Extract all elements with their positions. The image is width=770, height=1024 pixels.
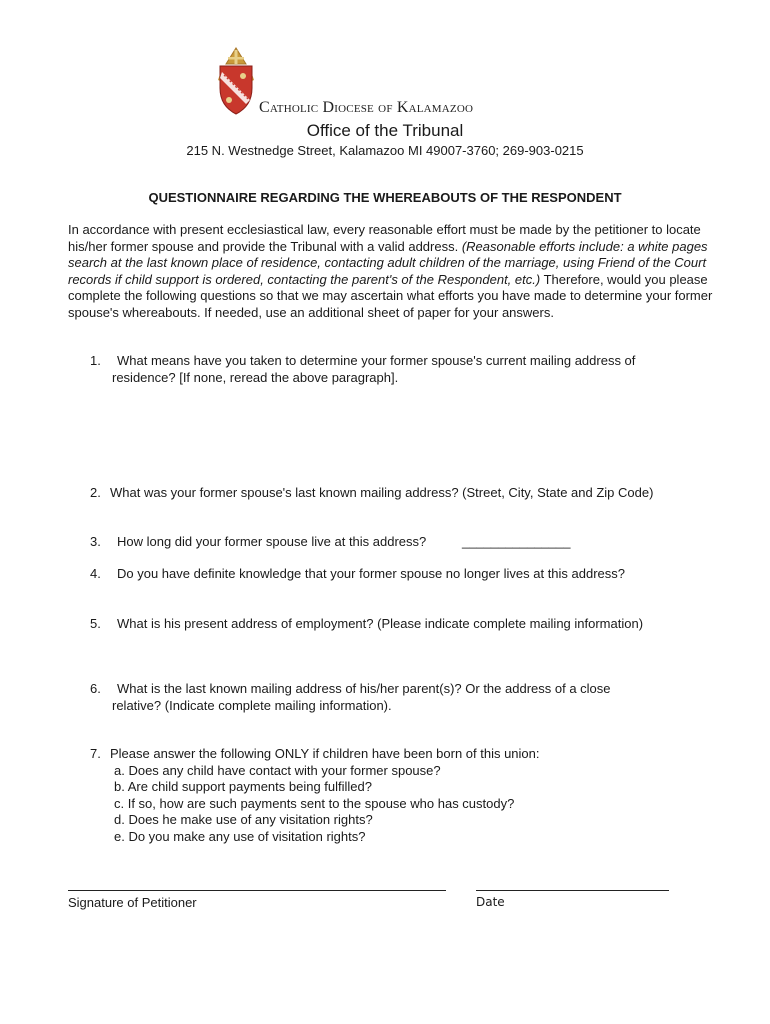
question-4-number: 4.: [90, 566, 101, 581]
question-1-text-cont: residence? [If none, reread the above paragraph].: [112, 370, 399, 385]
diocese-name: Catholic Diocese of Kalamazoo: [259, 99, 474, 116]
petitioner-signature-label: Signature of Petitioner: [68, 895, 197, 910]
question-5-number: 5.: [90, 616, 101, 631]
petitioner-signature-line[interactable]: [68, 890, 446, 891]
date-label: Date: [476, 895, 505, 909]
question-2-text: What was your former spouse's last known mailing address? (Street, City, State and Zip Code): [110, 485, 654, 500]
question-4-text: Do you have definite knowledge that your former spouse no longer lives at this address?: [117, 566, 626, 581]
subquestion-c: c. If so, how are such payments sent to the spouse who has custody?: [114, 796, 515, 811]
question-5-text: What is his present address of employment? (Please indicate complete mailing information): [117, 616, 644, 631]
intro-text-part2: Therefore, would you please complete the following questions so that we may ascertain what efforts you have made to determine your former spouse's whereabouts. If needed, use an additional sheet of paper for your answers.: [68, 271, 713, 320]
date-signature-line[interactable]: [476, 890, 669, 891]
intro-text-part1: In accordance with present ecclesiastical law, every reasonable effort must be made by the petitioner to locate his/her former spouse and provide the Tribunal with a valid address.: [68, 222, 701, 254]
diocese-crest-logo: [212, 44, 260, 116]
subquestion-e: e. Do you make any use of visitation rights?: [114, 829, 366, 844]
question-1-number: 1.: [90, 353, 101, 368]
subquestion-d: d. Does he make use of any visitation rights?: [114, 812, 373, 827]
subquestion-b: b. Are child support payments being fulfilled?: [114, 779, 372, 794]
question-1-text: What means have you taken to determine your former spouse's current mailing address of: [117, 353, 636, 368]
question-6-text: What is the last known mailing address of his/her parent(s)? Or the address of a close: [117, 681, 611, 696]
intro-paragraph: [68, 222, 718, 322]
question-3-answer-blank[interactable]: _______________: [462, 534, 571, 549]
question-2-number: 2.: [90, 485, 101, 500]
question-3-text: How long did your former spouse live at this address?: [117, 534, 427, 549]
question-7-text: Please answer the following ONLY if children have been born of this union:: [110, 746, 540, 761]
subquestion-a: a. Does any child have contact with your former spouse?: [114, 763, 441, 778]
intro-italic-note: (Reasonable efforts include: a white pages search at the last known place of residence, contacting adult children of the marriage, using Friend of the Court records if child support is ordered, contacting the parent's of the Respondent, etc.): [68, 238, 708, 287]
question-6-text-cont: relative? (Indicate complete mailing information).: [112, 698, 392, 713]
office-address: 215 N. Westnedge Street, Kalamazoo MI 49007-3760; 269-903-0215: [186, 143, 584, 158]
question-7-number: 7.: [90, 746, 101, 761]
office-title: Office of the Tribunal: [306, 121, 464, 140]
form-title: QUESTIONNAIRE REGARDING THE WHEREABOUTS OF THE RESPONDENT: [148, 190, 622, 205]
question-6-number: 6.: [90, 681, 101, 696]
question-3-number: 3.: [90, 534, 101, 549]
